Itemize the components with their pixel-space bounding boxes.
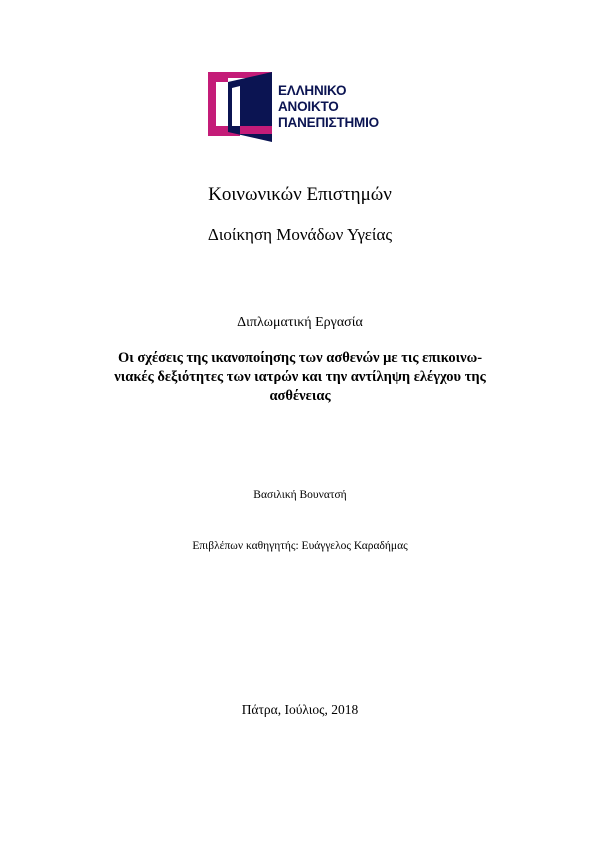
school-name: Κοινωνικών Επιστημών (208, 184, 392, 205)
thesis-title-line: ασθένειας (269, 388, 331, 404)
logo-wordmark (278, 83, 398, 131)
logo-text-line: ΠΑΝΕΠΙΣΤΗΜΙΟ (278, 115, 379, 130)
logo-text-line: ΕΛΛΗΝΙΚΟ (278, 83, 347, 98)
logo-white-opening (232, 86, 240, 126)
thesis-title (88, 349, 512, 406)
university-logo (208, 70, 398, 142)
logo-text-line: ΑΝΟΙΚΤΟ (278, 99, 339, 114)
place-date: Πάτρα, Ιούλιος, 2018 (241, 702, 359, 717)
logo-magenta-stripe (240, 126, 272, 134)
document-type: Διπλωματική Εργασία (237, 315, 363, 330)
supervisor-line: Επιβλέπων καθηγητής: Ευάγγελος Καραδήμας (192, 540, 408, 552)
program-name: Διοίκηση Μονάδων Υγείας (207, 225, 393, 244)
university-logo-icon (208, 70, 276, 142)
thesis-title-line: Οι σχέσεις της ικανοποίησης των ασθενών με τις επικοινω- (117, 350, 483, 366)
thesis-title-line: νιακές δεξιότητες των ιατρών και την αντίληψη ελέγχου της (114, 369, 486, 385)
author-name: Βασιλική Βουνατσή (253, 489, 347, 501)
